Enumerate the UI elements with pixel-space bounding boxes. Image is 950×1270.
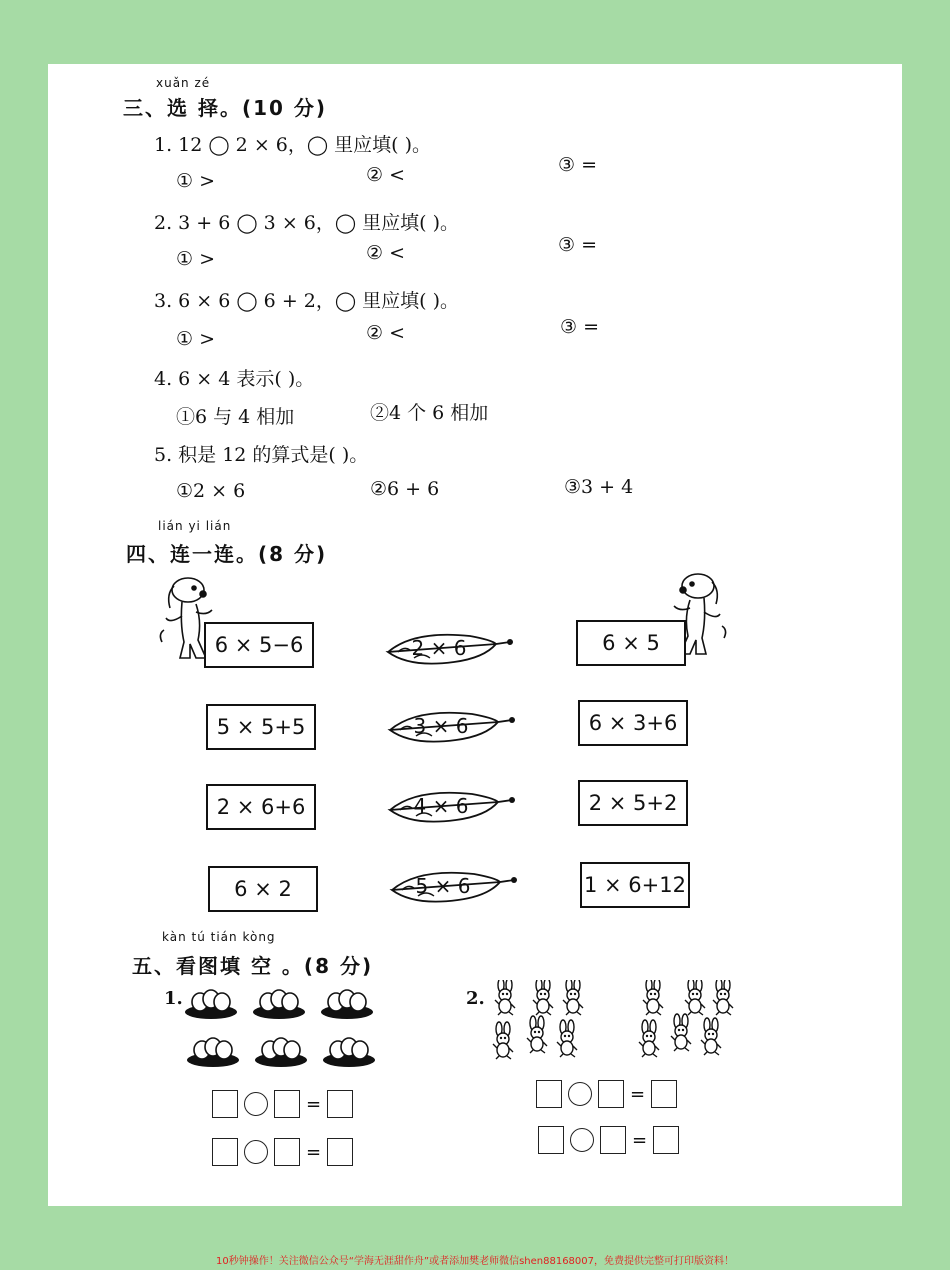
leaf-label: 3 × 6 <box>413 714 469 738</box>
section4-pinyin: lián yi lián <box>158 519 232 533</box>
right-expression-box[interactable]: 1 × 6+12 <box>580 862 690 908</box>
answer-box[interactable] <box>536 1080 562 1108</box>
section4-title: 四、连一连。(8 分) <box>126 542 328 566</box>
answer-box[interactable] <box>651 1080 677 1108</box>
answer-box[interactable] <box>274 1138 300 1166</box>
answer-box[interactable] <box>538 1126 564 1154</box>
worksheet-page <box>48 64 902 1206</box>
answer-box[interactable] <box>274 1090 300 1118</box>
operator-circle[interactable] <box>570 1128 594 1152</box>
equals-sign: = <box>306 1141 322 1163</box>
q1-option-1: ① > <box>176 170 215 192</box>
answer-box[interactable] <box>598 1080 624 1108</box>
q3-option-2: ② < <box>366 322 405 344</box>
q2-option-2: ② < <box>366 242 405 264</box>
q5-option-3: ③3 + 4 <box>564 476 634 498</box>
left-expression-box[interactable]: 6 × 5−6 <box>204 622 314 668</box>
leaf-label: 5 × 6 <box>415 874 471 898</box>
q2-option-1: ① > <box>176 248 215 270</box>
operator-circle[interactable] <box>244 1092 268 1116</box>
equation-row <box>212 1090 353 1118</box>
right-expression-box[interactable]: 2 × 5+2 <box>578 780 688 826</box>
problem-1-label: 1. <box>164 988 183 1009</box>
leaf-label: 4 × 6 <box>413 794 469 818</box>
equation-row <box>212 1138 353 1166</box>
left-expression-box[interactable]: 2 × 6+6 <box>206 784 316 830</box>
q5-option-2: ②6 + 6 <box>370 478 440 500</box>
right-expression-box[interactable]: 6 × 3+6 <box>578 700 688 746</box>
section3-title: 三、选 择。(10 分) <box>123 96 328 120</box>
leaf-expression[interactable] <box>384 628 514 672</box>
answer-box[interactable] <box>600 1126 626 1154</box>
egg-baskets-illustration <box>184 984 394 1076</box>
answer-box[interactable] <box>327 1138 353 1166</box>
q4-option-1: ①6 与 4 相加 <box>176 406 295 428</box>
operator-circle[interactable] <box>244 1140 268 1164</box>
question-2: 2. 3 + 6 ◯ 3 × 6，◯ 里应填( )。 <box>154 212 460 234</box>
operator-circle[interactable] <box>568 1082 592 1106</box>
equals-sign: = <box>306 1093 322 1115</box>
equation-row <box>536 1080 677 1108</box>
q1-option-2: ② < <box>366 164 405 186</box>
question-5: 5. 积是 12 的算式是( )。 <box>154 444 369 466</box>
rabbits-illustration <box>488 980 748 1070</box>
q2-option-3: ③ = <box>558 234 597 256</box>
answer-box[interactable] <box>212 1138 238 1166</box>
q5-option-1: ①2 × 6 <box>176 480 246 502</box>
equation-row <box>538 1126 679 1154</box>
q4-option-2: ②4 个 6 相加 <box>370 402 489 424</box>
q3-option-3: ③ = <box>560 316 599 338</box>
q3-option-1: ① > <box>176 328 215 350</box>
q1-option-3: ③ = <box>558 154 597 176</box>
answer-box[interactable] <box>212 1090 238 1118</box>
left-expression-box[interactable]: 6 × 2 <box>208 866 318 912</box>
section5-title: 五、看图填 空 。(8 分) <box>132 954 374 978</box>
promo-footer-text: 10秒钟操作！关注微信公众号“学海无涯甜作舟”或者添加樊老师微信shen88168007，免费提供完整可打印版资料！ <box>215 1256 735 1267</box>
problem-2-label: 2. <box>466 988 485 1009</box>
section3-pinyin: xuǎn zé <box>156 76 211 90</box>
leaf-expression[interactable] <box>386 786 516 830</box>
section5-pinyin: kàn tú tián kòng <box>162 930 276 944</box>
equals-sign: = <box>630 1083 646 1105</box>
answer-box[interactable] <box>327 1090 353 1118</box>
equals-sign: = <box>632 1129 648 1151</box>
left-expression-box[interactable]: 5 × 5+5 <box>206 704 316 750</box>
right-expression-box[interactable]: 6 × 5 <box>576 620 686 666</box>
leaf-label: 2 × 6 <box>411 636 467 660</box>
answer-box[interactable] <box>653 1126 679 1154</box>
question-1: 1. 12 ◯ 2 × 6，◯ 里应填( )。 <box>154 134 432 156</box>
leaf-expression[interactable] <box>388 866 518 910</box>
question-4: 4. 6 × 4 表示( )。 <box>154 368 315 390</box>
question-3: 3. 6 × 6 ◯ 6 + 2，◯ 里应填( )。 <box>154 290 460 312</box>
leaf-expression[interactable] <box>386 706 516 750</box>
